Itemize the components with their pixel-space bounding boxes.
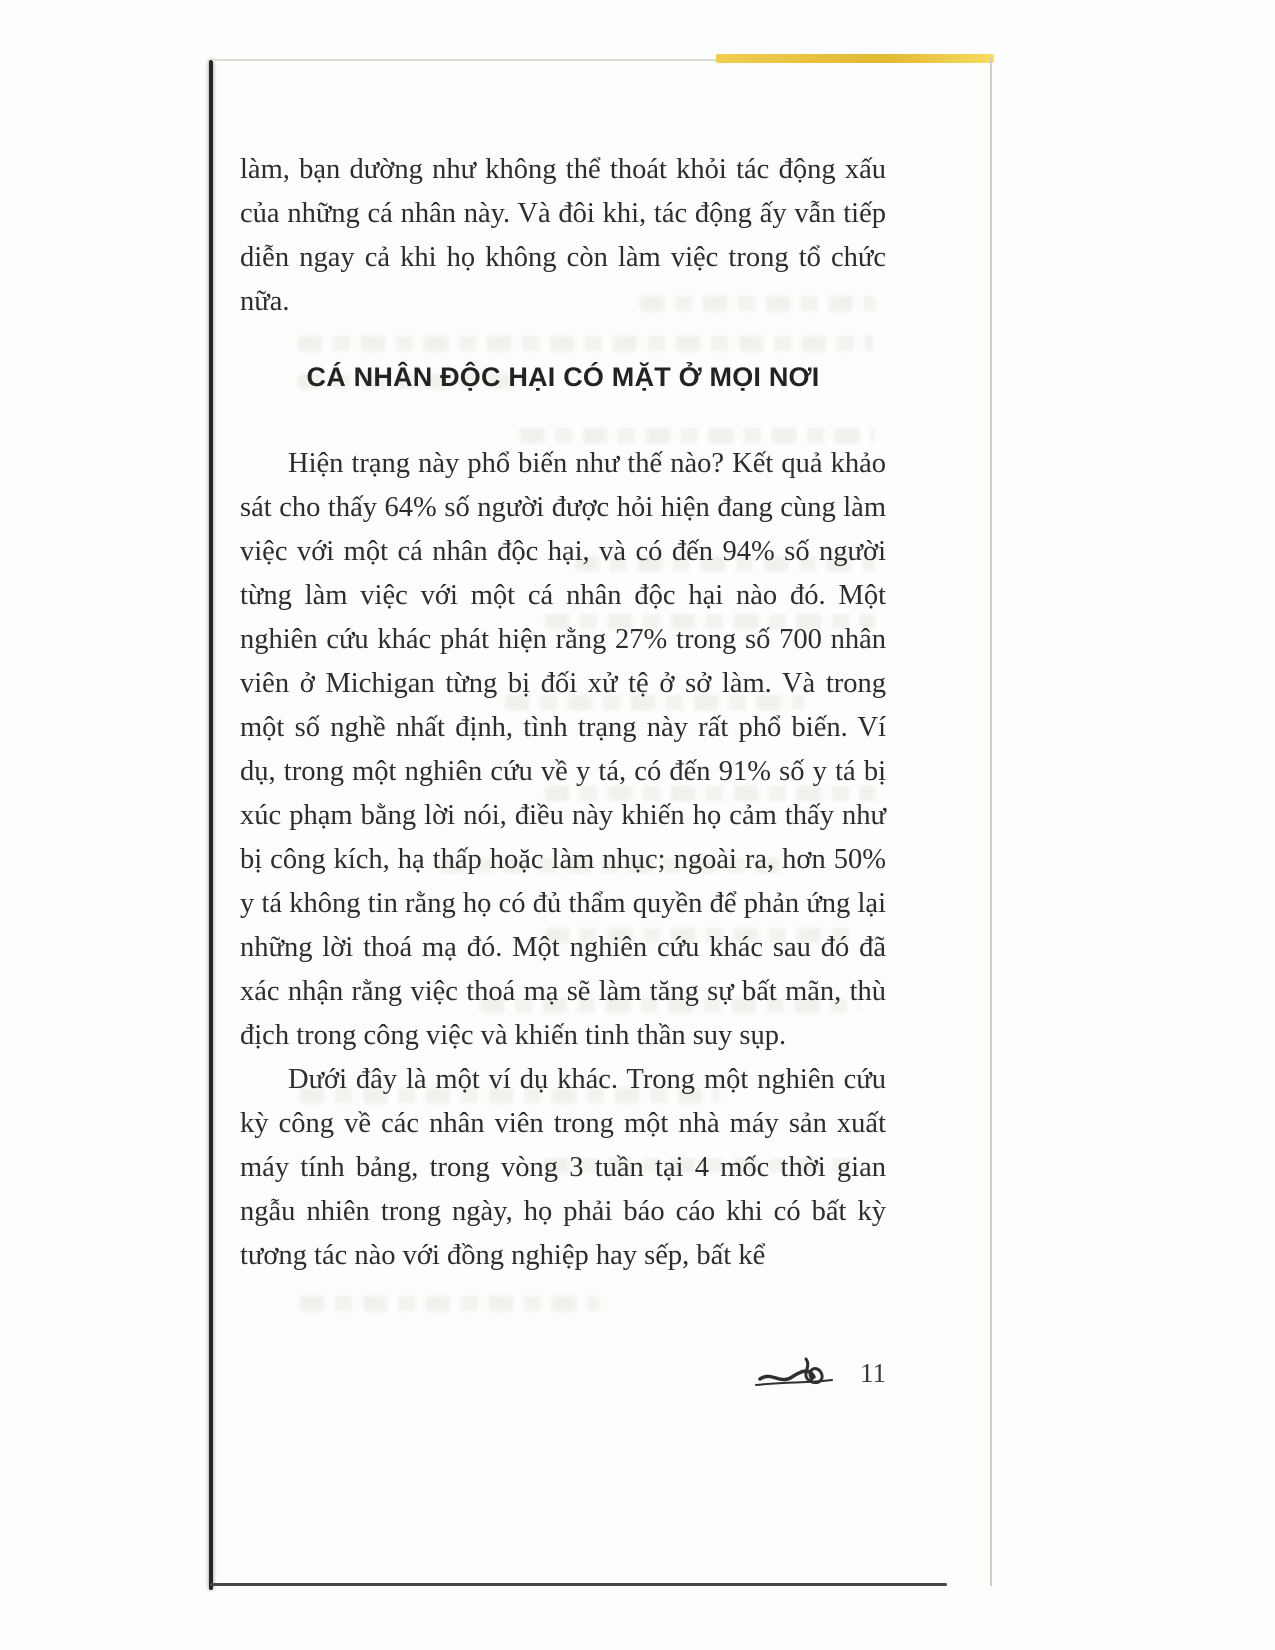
page-edge-top bbox=[212, 59, 717, 61]
page-edge-right bbox=[990, 58, 992, 1586]
page-edge-bottom bbox=[210, 1583, 947, 1586]
body-paragraph-continuation: làm, bạn dường như không thể thoát khỏi tác động xấu của những cá nhân này. Và đôi khi, tác động ấy vẫn tiếp diễn ngay cả khi họ không còn làm việc trong tổ chức nữa. bbox=[240, 154, 886, 317]
bleedthrough-line bbox=[300, 1296, 600, 1311]
page-number: 11 bbox=[860, 1357, 886, 1388]
body-paragraph: Dưới đây là một ví dụ khác. Trong một nghiên cứu kỳ công về các nhân viên trong một nhà máy sản xuất máy tính bảng, trong vòng 3 tuần tại 4 mốc thời gian ngẫu nhiên trong ngày, họ phải báo cáo khi có bất kỳ tương tác nào với đồng nghiệp hay sếp, bất kể bbox=[240, 1064, 886, 1271]
ink-scribble-mark bbox=[754, 1353, 850, 1393]
page-footer bbox=[240, 1350, 886, 1396]
page-edge-left bbox=[209, 60, 213, 1590]
body-paragraph: Hiện trạng này phổ biến như thế nào? Kết quả khảo sát cho thấy 64% số người được hỏi hiện đang cùng làm việc với một cá nhân độc hại, và có đến 94% số người từng làm việc với một cá nhân độc hại nào đó. Một nghiên cứu khác phát hiện rằng 27% trong số 700 nhân viên ở Michigan từng bị đối xử tệ ở sở làm. Và trong một số nghề nhất định, tình trạng này rất phổ biến. Ví dụ, trong một nghiên cứu về y tá, có đến 91% số y tá bị xúc phạm bằng lời nói, điều này khiến họ cảm thấy như bị công kích, hạ thấp hoặc làm nhục; ngoài ra, hơn 50% y tá không tin rằng họ có đủ thẩm quyền để phản ứng lại những lời thoá mạ đó. Một nghiên cứu khác sau đó đã xác nhận rằng việc thoá mạ sẽ làm tăng sự bất mãn, thù địch trong công việc và khiến tinh thần suy sụp. bbox=[240, 448, 886, 1051]
page-content bbox=[240, 148, 886, 1278]
page-edge-yellow-highlight bbox=[716, 54, 994, 63]
section-heading: CÁ NHÂN ĐỘC HẠI CÓ MẶT Ở MỌI NƠI bbox=[306, 362, 820, 392]
